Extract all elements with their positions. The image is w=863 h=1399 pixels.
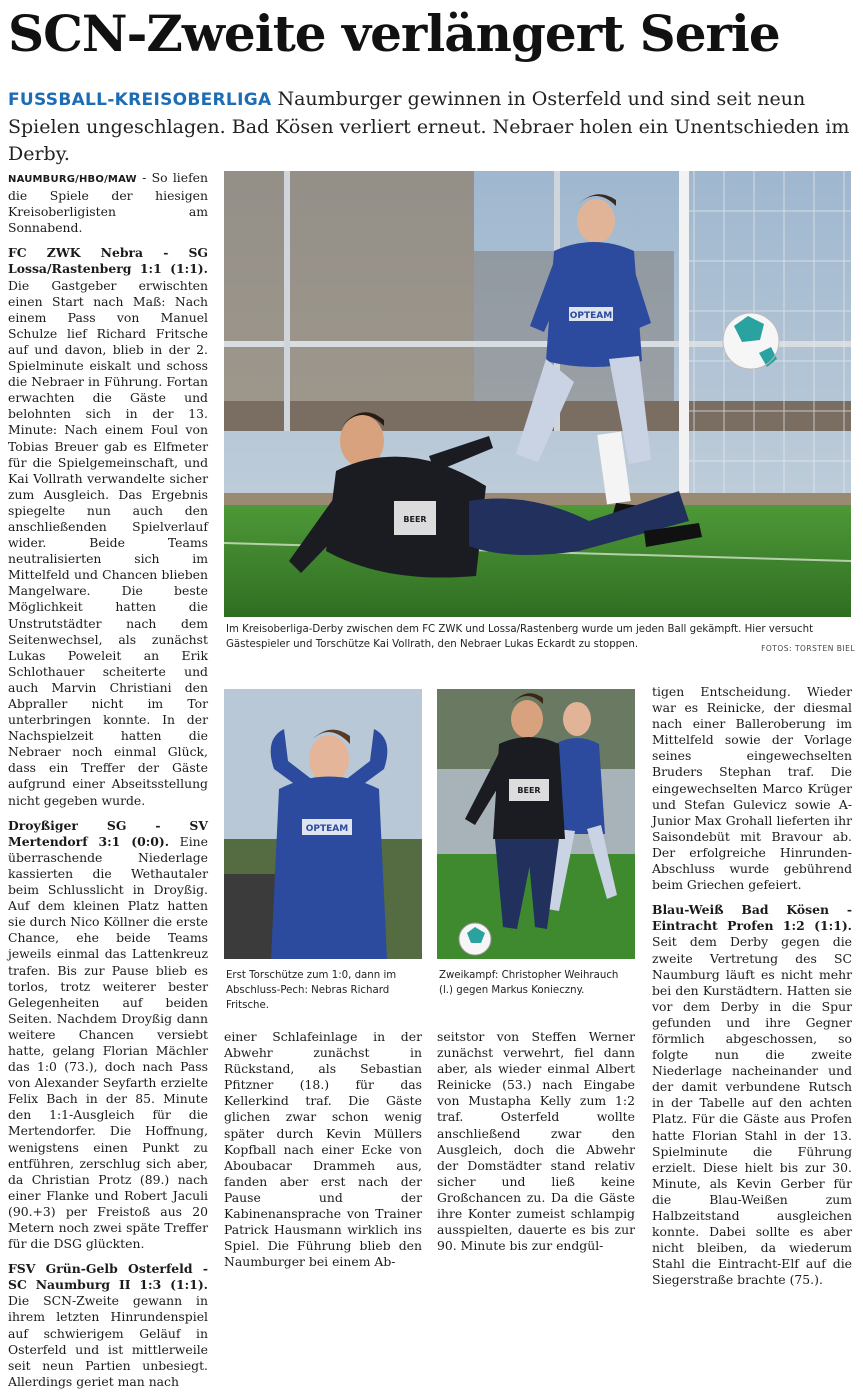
game1-heading: FC ZWK Nebra - SG Lossa/Rastenberg 1:1 (1:1). (8, 245, 208, 277)
photo-credit: FOTOS: TORSTEN BIEL (761, 644, 855, 653)
headline: SCN-Zweite verlängert Serie (8, 4, 780, 63)
ball (723, 313, 779, 369)
game2-text: Eine überraschende Niederlage kassierten die Wethautaler beim Schlusslicht in Droyßig. Auf dem kleinen Platz hatten sie durch Nico Köllner die erste Chance, ehe beide Teams jeweils einmal das Lattenkreuz trafen. Bis zur Pause blieb es torlos, trotz weiterer bester Gelegenheiten auf beiden Seiten. Nachdem Droyßig dann weitere Chancen versiebt hatte, gelang Florian Mächler das 1:0 (73.), doch nach Pass von Alexander Seyfarth erzielte Felix Bach in der 85. Minute den 1:1-Ausgleich für die Mertendorfer. Die Hoffnung, wenigstens einen Punkt zu entführen, zerschlug sich aber, da Christian Protz (89.) nach einer Flanke und Robert Jaculi (90.+3) per Freistoß aus 20 Metern noch zwei späte Treffer für die DSG glückten. (8, 833, 209, 1252)
game3-text-part1: Die SCN-Zweite gewann in ihrem letzten Hinrundenspiel auf schwierigem Geläuf in Osterfeld und ist mittlerweile seit neun Partien unbesiegt. Allerdings geriet man nach (8, 1293, 208, 1389)
game4-text: Seit dem Derby gegen die zweite Vertretung des SC Naumburg läuft es nicht mehr bei den Kurstädtern. Hatten sie vor dem Derby in die Spur gefunden und ihre Gegner förmlich abgeschossen, so folgte nun die zweite Niederlage nacheinander und der damit verbundene Rutsch in der Tabelle auf den achten Platz. Für die Gäste aus Profen hatte Florian Stahl in der 13. Spielminute die Führung erzielt. Diese hielt bis zur 30. Minute, als Kevin Gerber für die Blau-Weißen zum Halbzeitstand ausgleichen konnte. Dabei sollte es aber nicht bleiben, da wiederum Stahl die Eintracht-Elf auf die Siegerstraße brachte (75.). (652, 934, 852, 1288)
article-column-2 (224, 1029, 422, 1279)
sponsor-blue-left: OPTEAM (305, 824, 349, 834)
photo-zweikampf (437, 689, 635, 959)
sponsor-black-right: BEER (517, 786, 541, 795)
photo-zweikampf-caption: Zweikampf: Christopher Weihrauch (l.) gegen Markus Konieczny. (439, 970, 619, 996)
photo-fritsche-caption: Erst Torschütze zum 1:0, dann im Abschluss-Pech: Nebras Richard Fritsche. (226, 970, 397, 1011)
game3-heading: FSV Grün-Gelb Osterfeld - SC Naumburg II 1:3 (1:1). (8, 1261, 208, 1293)
game3-text-part4: tigen Entscheidung. Wieder war es Reinicke, der diesmal nach einer Balleroberung im Mittelfeld sowie der Vorlage seines eingewechselten Bruders Stephan traf. Die eingewechselten Marco Krüger und Stefan Gulevicz sowie A-Junior Max Grohall lieferten ihr Saisondebüt mit Bravour ab. Der erfolgreiche Hinrunden-Abschluss wurde gebührend beim Griechen gefeiert. (652, 684, 852, 893)
game4-heading: Blau-Weiß Bad Kösen - Eintracht Profen 1:2 (1:1). (652, 902, 852, 934)
game2-heading: Droyßiger SG - SV Mertendorf 3:1 (0:0). (8, 817, 208, 849)
intro-text: - So liefen die Spiele der hiesigen Kreisoberligisten am Sonnabend. (8, 170, 208, 236)
dateline: NAUMBURG/HBO/MAW (8, 174, 137, 185)
game1-text: Die Gastgeber erwischten einen Start nach Maß: Nach einem Pass von Manuel Schulze lief Richard Fritsche auf und davon, blieb in der 2. Spielminute eiskalt und schoss die Nebraer in Führung. Fortan erwachten die Gäste und belohnten sich in der 13. Minute: Nach einem Foul von Tobias Breuer gab es Elfmeter für die Spielgemeinschaft, und Kai Vollrath verwandelte sicher zum Ausgleich. Das Ergebnis spiegelte nun auch den anschließenden Spielverlauf wider. Beide Teams neutralisierten sich im Mittelfeld und Chancen blieben Mangelware. Die beste Möglichkeit hatten die Unstrutstädter nach dem Seitenwechsel, als zunächst Lukas Poweleit an Erik Schlothauer scheiterte und auch Marvin Christiani den Abpraller nicht im Tor unterbringen konnte. In der Nachspielzeit hatten die Nebraer noch einmal Glück, dass ein Treffer der Gäste aufgrund einer Abseitsstellung nicht gegeben wurde. (8, 277, 208, 808)
main-photo (224, 171, 851, 617)
article-column-3 (437, 1029, 635, 1263)
sponsor-blue-main: OPTEAM (569, 311, 613, 321)
game3-text-part3: seitstor von Steffen Werner zunächst verwehrt, fiel dann aber, als wieder einmal Albert Reinicke (53.) nach Eingabe von Mustapha Kelly zum 1:2 traf. Osterfeld wollte anschließend zwar den Ausgleich, doch die Abwehr der Domstädter stand relativ sicher und ließ keine Großchancen zu. Da die Gäste ihre Konter zumeist schlampig ausspielten, dauerte es bis zur 90. Minute bis zur endgül- (437, 1029, 635, 1254)
photo-fritsche (224, 689, 422, 959)
teaser-kicker: FUSSBALL-KREISOBERLIGA (8, 90, 272, 110)
article-column-1 (8, 170, 208, 1399)
sponsor-black-main: BEER (403, 515, 427, 524)
teaser (8, 86, 858, 168)
teaser-text: Naumburger gewinnen in Osterfeld und sind seit neun Spielen ungeschlagen. Bad Kösen verliert erneut. Nebraer holen ein Unentschieden im Derby. (8, 88, 850, 165)
game3-text-part2: einer Schlafeinlage in der Abwehr zunächst in Rückstand, als Sebastian Pfitzner (18.) für das Kellerkind traf. Die Gäste glichen zwar schon wenig später durch Kevin Müllers Kopfball nach einer Ecke von Aboubacar Drammeh aus, fanden aber erst nach der Pause und der Kabinenansprache von Trainer Patrick Hausmann wirklich ins Spiel. Die Führung blieb den Naumburger bei einem Ab- (224, 1029, 422, 1270)
main-photo-caption: Im Kreisoberliga-Derby zwischen dem FC ZWK und Lossa/Rastenberg wurde um jeden Ball gekämpft. Hier versucht Gästespieler und Torschütze Kai Vollrath, den Nebraer Lukas Eckardt zu stoppen. (226, 624, 814, 650)
article-column-4 (652, 684, 852, 1297)
